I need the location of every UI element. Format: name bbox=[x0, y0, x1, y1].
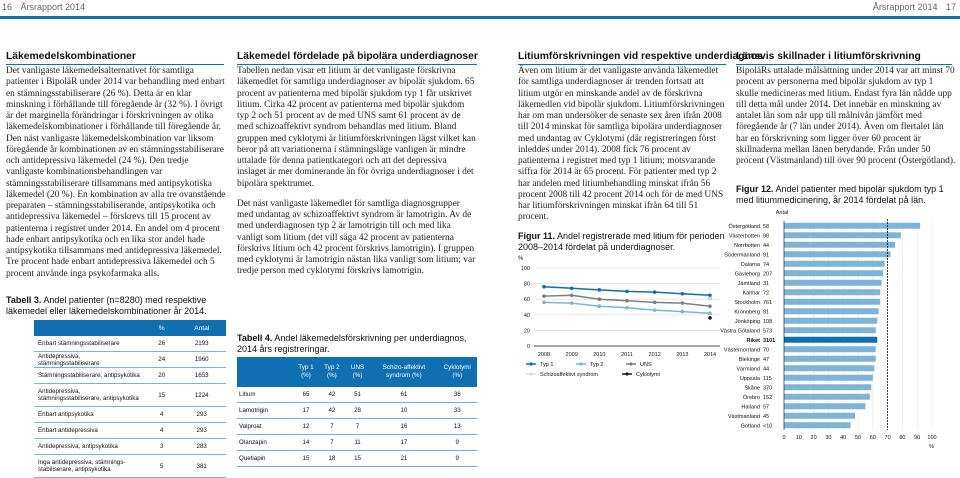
table3-row bbox=[34, 368, 226, 384]
table4-cell-value: 33 bbox=[438, 403, 477, 419]
fig12-antal-value: 31 bbox=[763, 280, 770, 287]
fig12-category-label: Västmanland bbox=[727, 413, 760, 420]
table3-cell-label: Stämningsstabiliserare, antipsykotika bbox=[34, 368, 146, 384]
table4-caption-label: Tabell 4. bbox=[237, 333, 273, 343]
fig12-antal-value: 573 bbox=[763, 328, 773, 335]
fig12-bar bbox=[784, 299, 880, 305]
fig11-caption-text: Andel registrerade med litium för perioden 2008–2014 fördelat på underdiagnoser. bbox=[518, 231, 725, 252]
fig12-bar bbox=[784, 280, 882, 286]
table3-cell-pct: 20 bbox=[146, 368, 177, 384]
table3-cell-antal: 283 bbox=[177, 439, 226, 455]
table4-header-cell bbox=[237, 357, 293, 387]
table3-cell-antal: 293 bbox=[177, 423, 226, 439]
fig11-data-point bbox=[542, 301, 546, 305]
fig12-category-label: Stockholm bbox=[734, 299, 760, 306]
table3-row bbox=[34, 439, 226, 455]
col1-title: Läkemedelskombinationer bbox=[6, 51, 136, 62]
fig12-category-label: Blekinge bbox=[738, 356, 760, 363]
fig12-bar bbox=[784, 375, 873, 381]
fig12-bar bbox=[784, 346, 876, 352]
fig12-bar bbox=[784, 384, 871, 390]
fig11-data-point bbox=[570, 286, 574, 290]
table4-cell-value: 51 bbox=[345, 387, 370, 403]
fig12-antal-value: 98 bbox=[763, 233, 770, 240]
fig12-category-label: Gotland bbox=[740, 423, 760, 430]
fig12-antal-value: 3101 bbox=[763, 337, 776, 344]
table4-header-cell: Typ 2 (%) bbox=[319, 357, 345, 387]
table4-cell-value: 61 bbox=[370, 387, 437, 403]
col4-title: Länsvis skillnader i litiumförskrivning bbox=[736, 51, 921, 62]
table3-cell-pct: 4 bbox=[146, 407, 177, 423]
fig12-bar bbox=[784, 308, 879, 314]
table3-cell-antal: 293 bbox=[177, 407, 226, 423]
table3 bbox=[34, 320, 226, 478]
table3-cell-pct: 3 bbox=[146, 439, 177, 455]
fig11-ytick-label: 60 bbox=[523, 297, 530, 304]
fig12-antal-value: 47 bbox=[763, 356, 770, 363]
figure-11-line-chart bbox=[510, 250, 730, 390]
fig12-bar bbox=[784, 337, 877, 343]
table3-row bbox=[34, 384, 226, 407]
fig12-antal-value: 44 bbox=[763, 242, 770, 249]
table3-cell-label: Enbart antidepressiva bbox=[34, 423, 146, 439]
table4-cell-value: 15 bbox=[293, 451, 319, 467]
fig12-antal-value: 761 bbox=[763, 299, 773, 306]
fig12-category-label: Kronoberg bbox=[734, 309, 760, 316]
fig11-legend-marker bbox=[529, 362, 532, 365]
col3-paragraph: Även om litium är det vanligaste använda läkemedlet för samtliga underdiagnoser är trenden fortsatt att litium utgör en minskande andel av de förskrivna läkemedlen vid bipolär sjukdom. Litiumförskrivningen har om man undersöker de senaste sex åren ifrån 2008 till 2014 minskat för samtliga bipolära underdiagnoser med undantag av Cyklotymi (där registreringen först inleddes under 2014). 2008 fick 76 procent av patienterna i registret med typ 1 litium; motsvarande siffra för 2014 är 65 procent. För patienter med typ 2 har andelen med litiumbehandling minskat ifrån 56 procent 2008 till 42 procent 2014 och för de med UNS har litiumförskrivningen minskat ifrån 64 till 51 procent. bbox=[518, 66, 725, 223]
table3-cell-label: Antidepressiva, stämningsstabiliserare bbox=[34, 352, 146, 368]
fig11-data-point bbox=[681, 301, 685, 305]
fig12-category-label: Gävleborg bbox=[734, 271, 760, 278]
table4-header-cell: Schizo-affektivt syndrom (%) bbox=[370, 357, 437, 387]
fig12-antal-value: 57 bbox=[763, 404, 770, 411]
fig11-xtick-label: 2011 bbox=[621, 352, 633, 358]
fig12-xtick-label: 30 bbox=[825, 435, 832, 441]
fig12-bar bbox=[784, 251, 891, 257]
fig12-category-label: Västernorrland bbox=[723, 347, 760, 354]
table4-cell-value: 7 bbox=[319, 435, 345, 451]
fig11-data-point bbox=[598, 304, 602, 308]
fig12-category-label: Jönköping bbox=[734, 318, 760, 325]
table3-header-pct: % bbox=[146, 320, 177, 336]
fig11-data-point bbox=[598, 297, 602, 301]
fig12-bar bbox=[784, 232, 901, 238]
fig11-data-point bbox=[625, 290, 629, 294]
fig12-bar bbox=[784, 223, 920, 229]
table4-cell-label: Olanzapin bbox=[237, 435, 293, 451]
table4-cell-value: 17 bbox=[370, 435, 437, 451]
fig11-data-point bbox=[708, 297, 712, 301]
table3-cell-pct: 5 bbox=[146, 455, 177, 478]
table4-cell-value: 65 bbox=[293, 387, 319, 403]
fig11-data-point bbox=[653, 301, 657, 305]
fig12-category-label: Halland bbox=[741, 404, 760, 411]
table4-cell-value: 14 bbox=[293, 435, 319, 451]
table4-cell-label: Lamotrigin bbox=[237, 403, 293, 419]
col2-paragraph-1: Tabellen nedan visar ett litium är det vanligaste förskrivna läkemedlet för samtliga underdiagnoser av bipolär sjukdom. 65 procent av patienterna med bipolär sjukdom typ 1 får utskrivet litium. Cirka 42 procent av patienterna med bipolär sjukdom typ 2 och 51 procent av de med UNS samt 61 procent av de med schizoaffektivt syndrom behandlas med litium. Bland gruppen med cyklotymi är litiumförskrivningen lägst vilket kan beror på att variationerna i stämningsläge vanligen är mindre uttalade för denna patientkategori och att det depressiva inslaget är mer dominerande än för övriga underdiagnoser i det bipolära spektrumet. bbox=[237, 66, 476, 189]
table3-row bbox=[34, 455, 226, 478]
table4-header-cell: UNS (%) bbox=[345, 357, 370, 387]
fig12-xtick-label: 80 bbox=[899, 435, 906, 441]
fig11-ytick-label: 40 bbox=[523, 312, 530, 319]
fig12-xlabel: % bbox=[929, 444, 934, 450]
page-number-right bbox=[873, 2, 956, 12]
table3-cell-antal: 381 bbox=[177, 455, 226, 478]
fig12-category-label: Uppsala bbox=[739, 375, 760, 382]
table4-row bbox=[237, 435, 477, 451]
fig12-xtick-label: 40 bbox=[840, 435, 847, 441]
fig12-caption bbox=[736, 184, 958, 206]
table4-caption-text: Andel läkemedelsförskrivning per underdiagnos, 2014 års registreringar. bbox=[237, 333, 467, 354]
table4-cell-label: Valproat bbox=[237, 419, 293, 435]
table3-caption-text: Andel patienter (n=8280) med respektive läkemedel eller läkemedelskombinationer år 2014. bbox=[6, 295, 207, 316]
table3-cell-label: Inga antidepressiva, stämningsstabiliserare, antipsykotika bbox=[34, 455, 146, 478]
fig11-legend-marker bbox=[529, 372, 532, 375]
table4-cell-value: 15 bbox=[345, 451, 370, 467]
col1-body bbox=[6, 66, 226, 280]
table4-cell-value: 18 bbox=[319, 451, 345, 467]
fig12-antal-value: <10 bbox=[763, 423, 773, 430]
page-number-left bbox=[2, 2, 85, 12]
header-rule bbox=[0, 16, 960, 19]
fig12-antal-value: 152 bbox=[763, 394, 773, 401]
table4-cell-value: 7 bbox=[345, 419, 370, 435]
col2-title-rule bbox=[237, 64, 477, 65]
fig11-data-point bbox=[542, 294, 546, 298]
fig11-ylabel: % bbox=[518, 256, 524, 262]
table3-caption bbox=[6, 295, 228, 317]
fig12-xtick-label: 60 bbox=[869, 435, 876, 441]
fig11-legend-label: UNS bbox=[640, 362, 652, 368]
fig11-data-point bbox=[570, 301, 574, 305]
table3-header-antal: Antal bbox=[177, 320, 226, 336]
fig12-antal-value: 207 bbox=[763, 271, 773, 278]
fig11-data-point bbox=[598, 288, 602, 292]
fig11-legend-label: Schizoaffektivt syndrom bbox=[540, 372, 598, 378]
table4-cell-value: 36 bbox=[438, 387, 477, 403]
col3-title: Litiumförskrivningen vid respektive underdiagnos bbox=[518, 51, 763, 62]
table4-row bbox=[237, 403, 477, 419]
col3-title-rule bbox=[518, 64, 726, 65]
table4-cell-value: 11 bbox=[345, 435, 370, 451]
table4-cell-value: 9 bbox=[438, 451, 477, 467]
table3-cell-pct: 15 bbox=[146, 384, 177, 407]
fig11-legend-marker bbox=[579, 362, 582, 365]
table3-row bbox=[34, 336, 226, 352]
fig11-ytick-label: 80 bbox=[523, 281, 530, 288]
table3-cell-pct: 24 bbox=[146, 352, 177, 368]
fig12-category-label: Riket bbox=[746, 337, 760, 344]
table3-row bbox=[34, 407, 226, 423]
table4-cell-value: 7 bbox=[319, 419, 345, 435]
fig11-xtick-label: 2009 bbox=[565, 352, 578, 358]
fig12-category-label: Östergötland bbox=[728, 223, 760, 230]
fig11-data-point bbox=[653, 308, 657, 312]
col2-paragraph-2: Det näst vanligaste läkemedlet för samtliga diagnosgrupper med undantag av schizoaffektivt syndrom är lamotrigin. Av de med underdiagnosen typ 2 är lamotrigin till och med lika vanligt som litium (det vill säga 42 procent av patienterna förskrivs litium och 42 procent förskrivs lamotrigin). I gruppen med cyklotymi är lamotrigin nästan lika vanligt som litium; var tredje person med cyklotymi förskrivs lamotrigin. bbox=[237, 198, 476, 277]
table4-cell-value: 13 bbox=[438, 419, 477, 435]
fig12-antal-header: Antal bbox=[775, 210, 789, 216]
table3-caption-label: Tabell 3. bbox=[6, 295, 42, 305]
fig11-ytick-label: 100 bbox=[520, 266, 530, 272]
table4-cell-value: 42 bbox=[319, 387, 345, 403]
fig12-antal-value: 108 bbox=[763, 318, 773, 325]
fig12-category-label: Skåne bbox=[744, 385, 760, 392]
fig11-legend-marker bbox=[625, 372, 628, 375]
table3-row bbox=[34, 352, 226, 368]
fig11-xtick-label: 2013 bbox=[676, 352, 689, 358]
fig12-caption-label: Figur 12. bbox=[736, 184, 774, 194]
fig11-legend-marker bbox=[629, 362, 632, 365]
fig11-data-point bbox=[542, 285, 546, 289]
table3-cell-pct: 4 bbox=[146, 423, 177, 439]
fig12-bar bbox=[784, 242, 895, 248]
table4-row bbox=[237, 419, 477, 435]
fig11-data-point bbox=[681, 310, 685, 314]
col2-body bbox=[237, 66, 477, 278]
fig12-antal-value: 72 bbox=[763, 290, 770, 297]
fig12-bar bbox=[784, 365, 874, 371]
figure-12-bar-chart bbox=[720, 205, 960, 461]
fig12-antal-value: 370 bbox=[763, 385, 773, 392]
fig12-xtick-label: 70 bbox=[884, 435, 891, 441]
table3-cell-label: Enbart antipsykotika bbox=[34, 407, 146, 423]
fig12-antal-value: 115 bbox=[763, 375, 772, 382]
table4-cell-value: 9 bbox=[438, 435, 477, 451]
fig12-bar bbox=[784, 270, 883, 276]
fig12-antal-value: 44 bbox=[763, 366, 770, 373]
fig12-xtick-label: 100 bbox=[927, 435, 937, 441]
table4-cell-value: 10 bbox=[370, 403, 437, 419]
fig12-category-label: Norrbotten bbox=[734, 242, 760, 249]
table4-cell-label: Litium bbox=[237, 387, 293, 403]
fig12-xtick-label: 90 bbox=[914, 435, 921, 441]
fig11-data-point bbox=[625, 299, 629, 303]
col1-title-rule bbox=[6, 64, 224, 65]
table3-cell-antal: 1960 bbox=[177, 352, 226, 368]
fig11-data-point bbox=[653, 290, 657, 294]
page-number-right-title: Årsrapport 2014 bbox=[872, 2, 938, 12]
table3-cell-antal: 1224 bbox=[177, 384, 226, 407]
fig12-bar bbox=[784, 356, 876, 362]
col4-title-rule bbox=[736, 64, 952, 65]
fig11-data-point bbox=[681, 292, 685, 296]
fig11-ytick-label: 0 bbox=[526, 344, 530, 350]
col4-body bbox=[736, 66, 958, 167]
fig12-category-label: Kalmar bbox=[742, 290, 760, 297]
fig11-legend-label: Typ 1 bbox=[540, 362, 554, 368]
table3-cell-pct: 26 bbox=[146, 336, 177, 352]
fig12-antal-value: 58 bbox=[763, 223, 770, 230]
col2-title: Läkemedel fördelade på bipolära underdiagnoser bbox=[237, 51, 478, 62]
fig12-bar bbox=[784, 422, 851, 428]
fig12-category-label: Örebro bbox=[742, 394, 760, 401]
fig11-xtick-label: 2008 bbox=[537, 352, 551, 358]
fig12-xtick-label: 50 bbox=[854, 435, 862, 441]
fig11-data-point bbox=[708, 316, 712, 320]
fig12-xtick-label: 0 bbox=[782, 435, 786, 441]
fig11-caption-label: Figur 11. bbox=[518, 231, 556, 241]
page-number-left-num: 16 bbox=[2, 2, 13, 12]
fig11-data-point bbox=[570, 294, 574, 298]
fig11-data-point bbox=[708, 304, 712, 308]
table3-cell-label: Antidepressiva, stämningsstabiliserare, antipsykotika bbox=[34, 384, 146, 407]
fig12-category-label: Västra Götaland bbox=[720, 328, 760, 335]
col3-body bbox=[518, 66, 726, 224]
fig12-antal-value: 74 bbox=[763, 261, 770, 268]
fig12-bar bbox=[784, 327, 876, 333]
fig12-caption-text: Andel patienter med bipolär sjukdom typ 1 med litiummedicinering, år 2014 fördelat på län. bbox=[736, 184, 944, 205]
table4-cell-value: 28 bbox=[345, 403, 370, 419]
fig12-category-label: Södermanland bbox=[724, 252, 760, 259]
fig11-data-point bbox=[625, 306, 629, 310]
fig12-antal-value: 70 bbox=[763, 347, 770, 354]
fig12-category-label: Jämtland bbox=[737, 280, 760, 287]
col4-paragraph: BipoläRs uttalade målsättning under 2014 var att minst 70 procent av personerna med bipolär sjukdom av typ 1 skulle medicineras med litium. Endast fyra län nådde upp till detta mål under 2014. Det innebär en minskning av antalet län som når upp till målnivån jämfört med föregående år (7 län under 2014). Även om flertalet län har en förskrivning som ligger över 60 procent är skillnaderna mellan länen betydande. Från under 50 procent (Västmanland) till över 90 procent (Östergötland). bbox=[736, 66, 956, 166]
table4-header-cell: Typ 1 (%) bbox=[293, 357, 319, 387]
fig12-antal-value: 81 bbox=[763, 309, 770, 316]
fig12-bar bbox=[784, 318, 877, 324]
page-number-left-title: Årsrapport 2014 bbox=[20, 2, 86, 12]
table4-cell-value: 12 bbox=[293, 419, 319, 435]
page-number-right-num: 17 bbox=[945, 2, 956, 12]
fig12-bar bbox=[784, 261, 885, 267]
table3-cell-antal: 2193 bbox=[177, 336, 226, 352]
fig11-legend-label: Typ 2 bbox=[590, 362, 604, 368]
fig12-xtick-label: 20 bbox=[810, 435, 817, 441]
table3-row bbox=[34, 423, 226, 439]
fig12-category-label: Värmland bbox=[736, 366, 760, 373]
table4-cell-value: 21 bbox=[370, 451, 437, 467]
fig12-bar bbox=[784, 289, 880, 295]
fig11-xtick-label: 2012 bbox=[648, 352, 661, 358]
table4 bbox=[237, 357, 477, 467]
col1-paragraph: Det vanligaste läkemedelsalternativet för samtliga patienter i BipoläR under 2014 var behandling med enbart en stämningsstabiliserare (26 %). Detta är en klar minskning i förhållande till föregående år (32 %). I övrigt är det marginella förändringar i förskrivningen av olika läkemedelskombinationer i förhållande till föregående år. Den näst vanligaste läkemedelskombination var liksom föregående år kombinationen av en stämningsstabiliserare och antidepressiva läkemedel (24 %). Den tredje vanligaste kombinationsbehandlingen var stämningsstabiliserare tillsammans med antipsykotiska läkemedel (20 %). En kombination av alla tre ovanstående preparaten – stämningsstabiliserande, antipsykotika och antidepressiva läkemedel – förskrevs till 15 procent av patienterna i registret under 2014. En andel om 4 procent hade enbart antipsykotika och en lika stor andel hade antipsykotika tillsammans med antidepressiva läkemedel. Tre procent hade enbart antidepressiva läkemedel och 5 procent använde inga psykofarmaka alls. bbox=[6, 66, 226, 279]
table4-caption bbox=[237, 333, 477, 355]
table3-cell-label: Enbart stämningsstabiliserare bbox=[34, 336, 146, 352]
fig12-xtick-label: 10 bbox=[795, 435, 802, 441]
fig12-bar bbox=[784, 403, 865, 409]
table3-cell-label: Antidepressiva, antipsykotika bbox=[34, 439, 146, 455]
table4-row bbox=[237, 387, 477, 403]
fig11-legend-label: Cyklotymi bbox=[636, 372, 660, 378]
fig11-xtick-label: 2014 bbox=[703, 352, 717, 358]
table4-cell-value: 42 bbox=[319, 403, 345, 419]
table4-cell-label: Quetiapin bbox=[237, 451, 293, 467]
fig12-antal-value: 91 bbox=[763, 252, 770, 259]
table4-cell-value: 17 bbox=[293, 403, 319, 419]
fig12-bar bbox=[784, 413, 855, 419]
fig12-antal-value: 45 bbox=[763, 413, 770, 420]
table3-cell-antal: 1653 bbox=[177, 368, 226, 384]
fig12-bar bbox=[784, 394, 870, 400]
table4-cell-value: 16 bbox=[370, 419, 437, 435]
fig11-ytick-label: 20 bbox=[523, 328, 530, 335]
fig12-category-label: Västerbotten bbox=[728, 233, 760, 240]
fig11-xtick-label: 2010 bbox=[593, 352, 606, 358]
fig11-data-point bbox=[708, 311, 712, 315]
table4-row bbox=[237, 451, 477, 467]
fig12-category-label: Dalarna bbox=[740, 261, 760, 268]
table4-header-cell: Cyklotymi (%) bbox=[438, 357, 477, 387]
